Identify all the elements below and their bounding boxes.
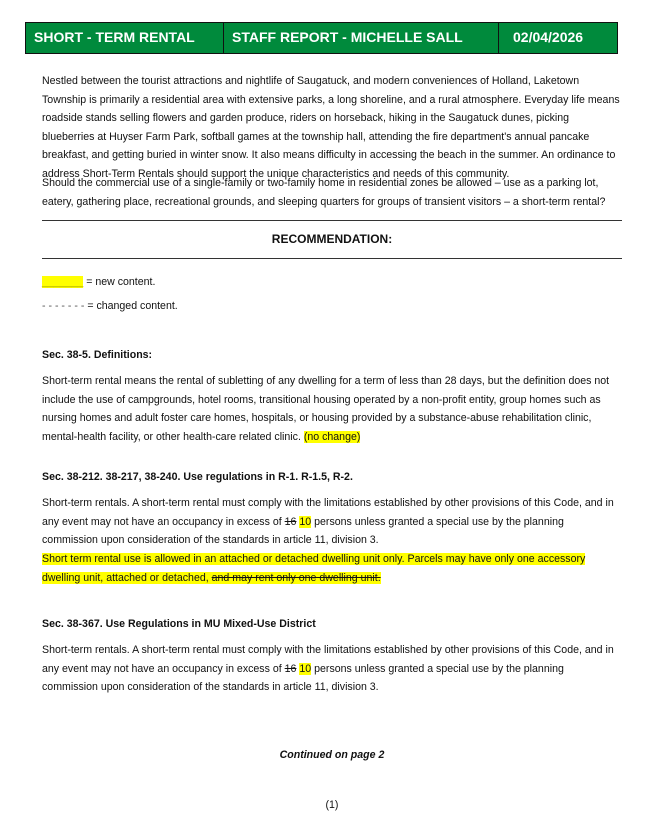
sec1-text: Short-term rental means the rental of subletting of any dwelling for a term of less than 28 days, but the definition does not include the use of campgrounds, hotel rooms, transitional housing operated by a non-profit entity, group homes such as nursing homes and adult foster care homes, hospitals, or housing provided by a substance-abuse rehabilitation clinic, mental-health facility, or other health-care related clinic. (no change) xyxy=(42,375,610,443)
page-number: (1) xyxy=(325,799,339,811)
sec2-text: Short-term rentals. A short-term rental must comply with the limitations established by other provisions of this Code, and in any event may not have an occupancy in excess of 16 10 persons unless granted a special use by the planning commission upon consideration of the standards in article 11, division 3. xyxy=(42,497,614,546)
old-value: 16 xyxy=(284,662,297,675)
sec3-text: Short-term rentals. A short-term rental must comply with the limitations established by other provisions of this Code, and in any event may not have an occupancy in excess of 16 10 persons unless granted a special use by the planning commission upon consideration of the standards in article 11, division 3. xyxy=(42,644,614,693)
divider xyxy=(42,258,622,259)
new-value: 10 xyxy=(299,515,312,528)
report-header xyxy=(25,22,618,54)
new-value: 10 xyxy=(299,662,312,675)
intro-paragraph: Nestled between the tourist attractions and nightlife of Saugatuck, and modern conveniences of Holland, Laketown Township is primarily a residential area with extensive parks, a long shoreline, and a rural atmosphere. Everyday life means roadside stands selling flowers and garden produce, riders on horseback, hiking in the Saugatuck dunes, picking blueberries at Huyser Farm Park, softball games at the township hall, attending the fire department's annual pancake breakfast, and getting buried in winter snow. It also means difficulty in accessing the beach in the summer. An ordinance to address Short-Term Rentals should support the unique characteristics and needs of this community. xyxy=(42,75,620,180)
sec2-new-content: Short term rental use is allowed in an attached or detached dwelling unit only. Parcels may have only one accessory dwelling unit, attached or detached, and may rent only one dwelling unit. xyxy=(42,553,586,584)
legend-new-label: = new content. xyxy=(86,276,156,288)
legend-changed xyxy=(42,297,622,316)
sec1-heading: Sec. 38-5. Definitions: xyxy=(42,349,153,361)
sec2-heading: Sec. 38-212. 38-217, 38-240. Use regulations in R-1. R-1.5, R-2. xyxy=(42,471,353,483)
legend-changed-label: = changed content. xyxy=(87,300,178,312)
question-paragraph: Should the commercial use of a single-family or two-family home in residential zones be allowed – use as a parking lot, eatery, gathering place, recreational grounds, and sleeping quarters for groups of transient visitors – a short-term rental? xyxy=(42,177,606,208)
old-value: 16 xyxy=(284,515,297,528)
divider xyxy=(42,220,622,221)
header-date: 02/04/2026 xyxy=(513,29,584,45)
no-change-note: (no change) xyxy=(303,430,361,443)
header-report: STAFF REPORT - MICHELLE SALL xyxy=(224,23,499,53)
continued-note: Continued on page 2 xyxy=(279,749,385,761)
changed-swatch: - - - - - - - xyxy=(42,300,85,312)
new-swatch: _______ xyxy=(42,276,84,288)
header-title: SHORT - TERM RENTAL xyxy=(26,23,224,53)
recommendation-heading: RECOMMENDATION: xyxy=(271,232,393,246)
legend-new xyxy=(42,273,622,292)
sec3-heading: Sec. 38-367. Use Regulations in MU Mixed-Use District xyxy=(42,618,316,630)
